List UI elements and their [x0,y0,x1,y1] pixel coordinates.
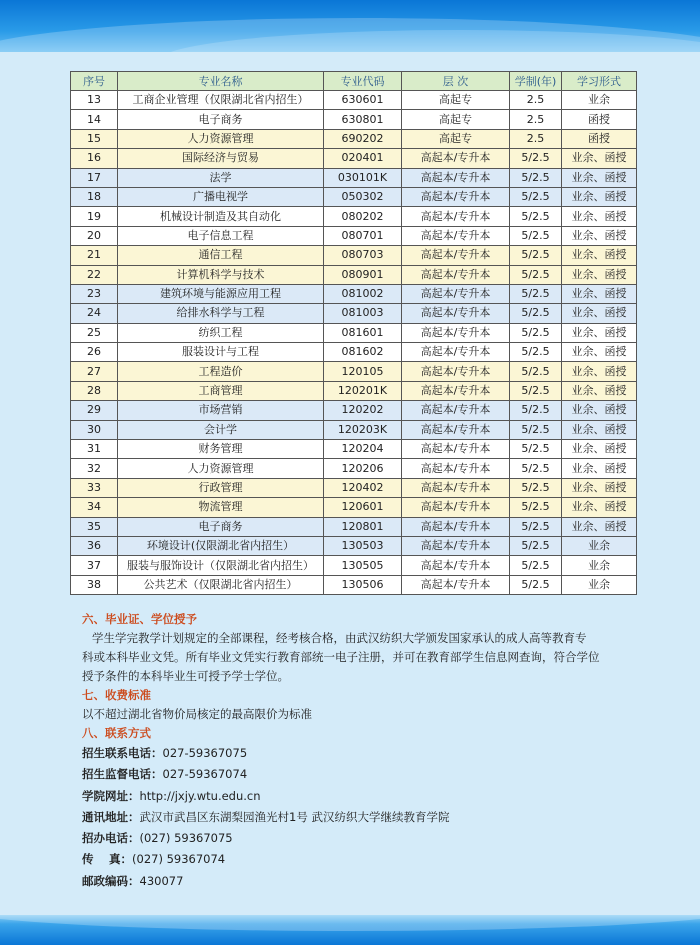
row-no-cell: 37 [71,556,118,575]
row-no-cell: 34 [71,498,118,517]
major-code-cell: 690202 [324,129,402,148]
major-name-cell: 国际经济与贸易 [118,149,324,168]
study-mode-cell: 业余、函授 [562,440,637,459]
major-code-cell: 130505 [324,556,402,575]
table-body [71,91,637,595]
header-years: 学制(年) [510,72,562,91]
table-row [71,284,637,303]
years-cell: 5/2.5 [510,323,562,342]
study-mode-cell: 业余、函授 [562,381,637,400]
row-no-cell: 27 [71,362,118,381]
level-cell: 高起本/专升本 [402,323,510,342]
major-code-cell: 630801 [324,110,402,129]
major-name-cell: 服装设计与工程 [118,343,324,362]
bottom-decor-band [0,915,700,945]
level-cell: 高起本/专升本 [402,304,510,323]
major-name-cell: 电子商务 [118,517,324,536]
table-header-row [71,72,637,91]
table-row [71,323,637,342]
contact-value: 430077 [139,873,184,888]
table-row [71,149,637,168]
years-cell: 5/2.5 [510,304,562,323]
table-row [71,129,637,148]
major-name-cell: 公共艺术（仅限湖北省内招生） [118,575,324,594]
table-row [71,246,637,265]
major-code-cell: 120206 [324,459,402,478]
major-code-cell: 120801 [324,517,402,536]
major-name-cell: 纺织工程 [118,323,324,342]
study-mode-cell: 业余 [562,536,637,555]
study-mode-cell: 业余、函授 [562,459,637,478]
study-mode-cell: 函授 [562,110,637,129]
section-graduation-line: 科或本科毕业文凭。所有毕业文凭实行教育部统一电子注册，并可在教育部学生信息网查询，符合学位 [82,650,600,664]
study-mode-cell: 业余 [562,575,637,594]
table-row [71,207,637,226]
section-graduation-line: 授予条件的本科毕业生可授予学士学位。 [82,669,289,683]
row-no-cell: 38 [71,575,118,594]
major-code-cell: 080202 [324,207,402,226]
major-name-cell: 市场营销 [118,401,324,420]
study-mode-cell: 业余、函授 [562,498,637,517]
major-name-cell: 人力资源管理 [118,459,324,478]
contact-value: 027-59367075 [162,746,248,760]
study-mode-cell: 业余、函授 [562,246,637,265]
table-row [71,401,637,420]
major-code-cell: 080703 [324,246,402,265]
years-cell: 2.5 [510,110,562,129]
years-cell: 5/2.5 [510,498,562,517]
study-mode-cell: 业余、函授 [562,304,637,323]
years-cell: 5/2.5 [510,362,562,381]
header-major-name: 专业名称 [118,72,324,91]
study-mode-cell: 业余、函授 [562,284,637,303]
header-level: 层 次 [402,72,510,91]
level-cell: 高起本/专升本 [402,381,510,400]
major-code-cell: 081002 [324,284,402,303]
level-cell: 高起本/专升本 [402,207,510,226]
level-cell: 高起本/专升本 [402,401,510,420]
contact-label: 招生监督电话： [82,767,163,782]
table-row [71,168,637,187]
table-row [71,91,637,110]
row-no-cell: 14 [71,110,118,129]
major-name-cell: 计算机科学与技术 [118,265,324,284]
contact-row [82,786,642,807]
study-mode-cell: 业余、函授 [562,323,637,342]
major-code-cell: 120402 [324,478,402,497]
major-code-cell: 020401 [324,149,402,168]
majors-table [70,71,637,595]
row-no-cell: 20 [71,226,118,245]
level-cell: 高起本/专升本 [402,459,510,478]
level-cell: 高起本/专升本 [402,343,510,362]
row-no-cell: 23 [71,284,118,303]
major-code-cell: 120202 [324,401,402,420]
study-mode-cell: 业余、函授 [562,517,637,536]
level-cell: 高起本/专升本 [402,226,510,245]
major-name-cell: 建筑环境与能源应用工程 [118,284,324,303]
table-row [71,440,637,459]
table-row [71,556,637,575]
level-cell: 高起本/专升本 [402,149,510,168]
years-cell: 5/2.5 [510,536,562,555]
level-cell: 高起本/专升本 [402,265,510,284]
table-row [71,536,637,555]
major-code-cell: 081602 [324,343,402,362]
level-cell: 高起本/专升本 [402,440,510,459]
section-graduation-line: 学生学完教学计划规定的全部课程，经考核合格，由武汉纺织大学颁发国家承认的成人高等教育专 [92,631,587,645]
years-cell: 5/2.5 [510,420,562,439]
contact-value: (027) 59367075 [139,831,233,846]
level-cell: 高起本/专升本 [402,517,510,536]
major-name-cell: 物流管理 [118,498,324,517]
study-mode-cell: 业余、函授 [562,168,637,187]
major-name-cell: 通信工程 [118,246,324,265]
table-row [71,187,637,206]
header-no: 序号 [71,72,118,91]
table-row [71,420,637,439]
table-row [71,381,637,400]
level-cell: 高起专 [402,129,510,148]
contact-value: 武汉市武昌区东湖梨园渔光村1号 武汉纺织大学继续教育学院 [139,809,450,824]
study-mode-cell: 业余、函授 [562,478,637,497]
major-name-cell: 广播电视学 [118,187,324,206]
years-cell: 2.5 [510,91,562,110]
major-code-cell: 081003 [324,304,402,323]
major-code-cell: 130506 [324,575,402,594]
major-code-cell: 081601 [324,323,402,342]
major-code-cell: 120204 [324,440,402,459]
major-code-cell: 080901 [324,265,402,284]
table-row [71,575,637,594]
contact-label: 招办电话： [82,831,140,846]
row-no-cell: 29 [71,401,118,420]
info-section [82,610,642,892]
study-mode-cell: 业余、函授 [562,265,637,284]
major-code-cell: 120201K [324,381,402,400]
years-cell: 5/2.5 [510,575,562,594]
top-decor-band [0,0,700,52]
study-mode-cell: 业余 [562,556,637,575]
contact-label: 邮政编码： [82,873,140,888]
years-cell: 5/2.5 [510,246,562,265]
table-row [71,343,637,362]
row-no-cell: 36 [71,536,118,555]
row-no-cell: 33 [71,478,118,497]
row-no-cell: 26 [71,343,118,362]
table-row [71,362,637,381]
table-row [71,478,637,497]
years-cell: 5/2.5 [510,556,562,575]
major-code-cell: 630601 [324,91,402,110]
header-major-code: 专业代码 [324,72,402,91]
study-mode-cell: 业余、函授 [562,420,637,439]
study-mode-cell: 函授 [562,129,637,148]
major-name-cell: 人力资源管理 [118,129,324,148]
row-no-cell: 15 [71,129,118,148]
level-cell: 高起本/专升本 [402,556,510,575]
major-code-cell: 130503 [324,536,402,555]
years-cell: 5/2.5 [510,265,562,284]
row-no-cell: 31 [71,440,118,459]
row-no-cell: 25 [71,323,118,342]
row-no-cell: 18 [71,187,118,206]
contact-list [82,743,642,892]
major-name-cell: 财务管理 [118,440,324,459]
level-cell: 高起本/专升本 [402,168,510,187]
section-fee-text: 以不超过湖北省物价局核定的最高限价为标准 [82,707,312,721]
header-study-mode: 学习形式 [562,72,637,91]
wave-decor [0,915,700,931]
level-cell: 高起本/专升本 [402,246,510,265]
major-name-cell: 会计学 [118,420,324,439]
major-name-cell: 电子信息工程 [118,226,324,245]
major-name-cell: 环境设计(仅限湖北省内招生） [118,536,324,555]
level-cell: 高起本/专升本 [402,536,510,555]
major-name-cell: 工商企业管理（仅限湖北省内招生） [118,91,324,110]
major-code-cell: 050302 [324,187,402,206]
row-no-cell: 32 [71,459,118,478]
contact-row [82,743,642,764]
contact-row [82,764,642,785]
row-no-cell: 21 [71,246,118,265]
contact-row [82,849,642,870]
level-cell: 高起本/专升本 [402,284,510,303]
years-cell: 5/2.5 [510,401,562,420]
table-row [71,226,637,245]
section-graduation-title: 六、毕业证、学位授予 [82,612,197,626]
years-cell: 5/2.5 [510,187,562,206]
section-contact-title: 八、联系方式 [82,726,151,740]
table-row [71,498,637,517]
major-code-cell: 120601 [324,498,402,517]
level-cell: 高起本/专升本 [402,498,510,517]
contact-row [82,828,642,849]
years-cell: 5/2.5 [510,207,562,226]
row-no-cell: 28 [71,381,118,400]
study-mode-cell: 业余 [562,91,637,110]
contact-row [82,871,642,892]
years-cell: 2.5 [510,129,562,148]
major-name-cell: 法学 [118,168,324,187]
level-cell: 高起本/专升本 [402,478,510,497]
years-cell: 5/2.5 [510,517,562,536]
years-cell: 5/2.5 [510,440,562,459]
major-name-cell: 工程造价 [118,362,324,381]
contact-value: (027) 59367074 [132,852,226,867]
row-no-cell: 16 [71,149,118,168]
contact-label: 招生联系电话： [82,746,163,760]
study-mode-cell: 业余、函授 [562,362,637,381]
row-no-cell: 24 [71,304,118,323]
table-row [71,304,637,323]
study-mode-cell: 业余、函授 [562,187,637,206]
major-code-cell: 120203K [324,420,402,439]
level-cell: 高起本/专升本 [402,362,510,381]
level-cell: 高起专 [402,91,510,110]
major-name-cell: 给排水科学与工程 [118,304,324,323]
row-no-cell: 22 [71,265,118,284]
table-row [71,517,637,536]
contact-row [82,807,642,828]
table-row [71,459,637,478]
row-no-cell: 30 [71,420,118,439]
major-name-cell: 电子商务 [118,110,324,129]
years-cell: 5/2.5 [510,149,562,168]
years-cell: 5/2.5 [510,478,562,497]
major-name-cell: 行政管理 [118,478,324,497]
major-code-cell: 030101K [324,168,402,187]
study-mode-cell: 业余、函授 [562,226,637,245]
contact-label: 传 真： [82,852,133,867]
major-name-cell: 服装与服饰设计（仅限湖北省内招生） [118,556,324,575]
study-mode-cell: 业余、函授 [562,207,637,226]
major-name-cell: 工商管理 [118,381,324,400]
table-row [71,265,637,284]
contact-label: 通讯地址： [82,809,140,824]
years-cell: 5/2.5 [510,343,562,362]
level-cell: 高起专 [402,110,510,129]
years-cell: 5/2.5 [510,459,562,478]
major-name-cell: 机械设计制造及其自动化 [118,207,324,226]
major-code-cell: 120105 [324,362,402,381]
years-cell: 5/2.5 [510,381,562,400]
level-cell: 高起本/专升本 [402,575,510,594]
major-code-cell: 080701 [324,226,402,245]
level-cell: 高起本/专升本 [402,420,510,439]
years-cell: 5/2.5 [510,284,562,303]
study-mode-cell: 业余、函授 [562,149,637,168]
contact-value[interactable]: http://jxjy.wtu.edu.cn [139,788,261,803]
study-mode-cell: 业余、函授 [562,401,637,420]
row-no-cell: 19 [71,207,118,226]
contact-label: 学院网址： [82,788,140,803]
years-cell: 5/2.5 [510,168,562,187]
row-no-cell: 17 [71,168,118,187]
level-cell: 高起本/专升本 [402,187,510,206]
years-cell: 5/2.5 [510,226,562,245]
row-no-cell: 13 [71,91,118,110]
section-fee-title: 七、收费标准 [82,688,151,702]
table-row [71,110,637,129]
row-no-cell: 35 [71,517,118,536]
study-mode-cell: 业余、函授 [562,343,637,362]
contact-value: 027-59367074 [162,767,248,782]
